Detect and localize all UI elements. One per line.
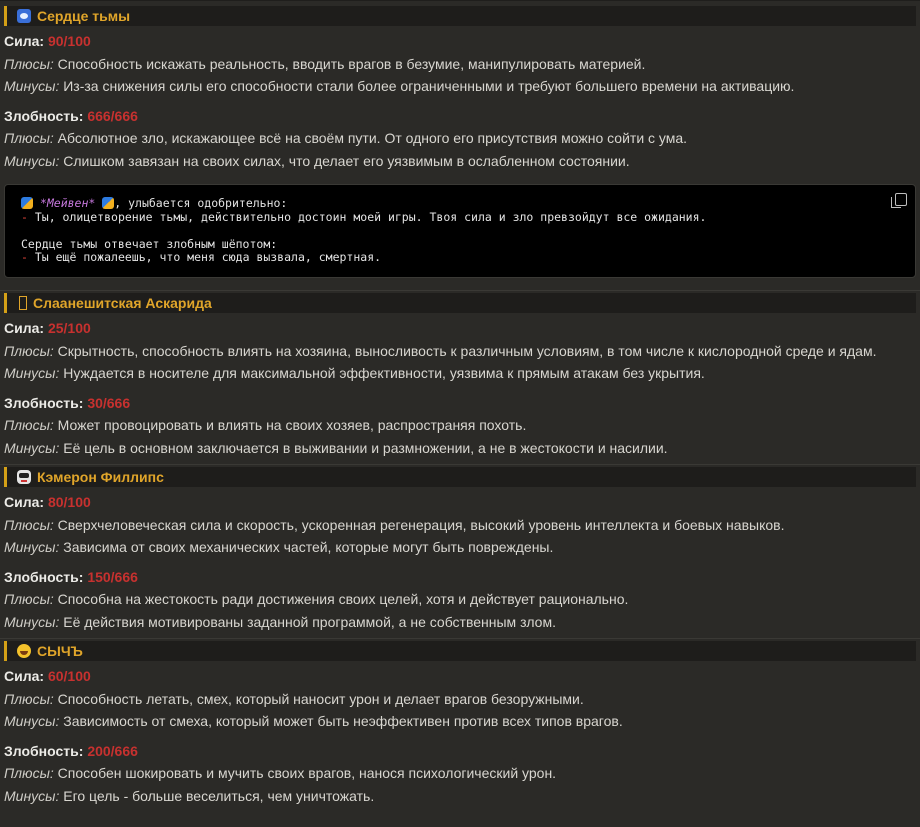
plus-label: Плюсы: (4, 690, 54, 707)
character-section (0, 293, 920, 459)
evil-plus-line (4, 762, 916, 785)
plus-label: Плюсы: (4, 417, 54, 433)
evil-minus-line (4, 611, 916, 634)
power-plus-line (4, 514, 916, 537)
plus-text: Абсолютное зло, искажающее всё на своём пути. От одного его присутствия можно сойти с ума. (57, 130, 688, 146)
minus-label: Минусы: (4, 787, 60, 804)
evil-minus-line (4, 150, 916, 173)
evil-plus-line (4, 414, 916, 437)
evil-value: 666/666 (87, 107, 138, 124)
power-line (4, 317, 916, 340)
evil-value: 150/666 (87, 568, 138, 585)
divider (0, 638, 920, 639)
minus-text: Его цель - больше веселиться, чем уничтожать. (63, 787, 375, 804)
divider (0, 290, 920, 291)
plus-text: Скрытность, способность влиять на хозяина, выносливость к различным условиям, в том числе к кислородной среде и ядам. (57, 342, 877, 359)
power-line (4, 30, 916, 53)
minus-text: Зависима от своих механических частей, которые могут быть повреждены. (63, 539, 554, 555)
character-section (0, 467, 920, 633)
code-text: Ты ещё пожалеешь, что меня сюда вызвала, смертная. (27, 250, 382, 264)
minus-text: Её действия мотивированы заданной программой, а не собственным злом. (63, 613, 556, 630)
minus-label: Минусы: (4, 365, 60, 381)
power-line (4, 491, 916, 514)
minus-label: Минусы: (4, 539, 60, 555)
power-plus-line (4, 688, 916, 711)
evil-label: Злобность: (4, 394, 84, 411)
character-section (0, 641, 920, 807)
power-label: Сила: (4, 668, 45, 684)
evil-label: Злобность: (4, 742, 84, 759)
code-text: Сердце тьмы отвечает злобным шёпотом: (21, 236, 278, 251)
power-value: 80/100 (47, 494, 91, 510)
code-line (21, 251, 899, 265)
mask-icon (102, 197, 114, 209)
evil-value: 30/666 (87, 394, 131, 411)
evil-minus-line (4, 785, 916, 808)
evil-minus-line (4, 437, 916, 460)
evil-value: 200/666 (87, 742, 138, 759)
robot-icon (17, 470, 31, 484)
minus-label: Минусы: (4, 439, 60, 456)
section-title: Слаанешитская Аскарида (33, 295, 212, 311)
minus-text: Из-за снижения силы его способности стали более ограниченными и требуют большего времени на активацию. (63, 78, 795, 94)
plus-text: Способен шокировать и мучить своих врагов, нанося психологический урон. (57, 765, 557, 781)
mask-icon (21, 197, 33, 209)
plus-label: Плюсы: (4, 765, 54, 781)
code-line (21, 211, 899, 225)
section-header (4, 641, 916, 661)
minus-label: Минусы: (4, 152, 60, 169)
power-plus-line (4, 53, 916, 76)
code-block (4, 184, 916, 278)
section-title: Кэмерон Филлипс (37, 469, 164, 485)
power-minus-line (4, 536, 916, 559)
code-text: Ты, олицетворение тьмы, действительно достоин моей игры. Твоя сила и зло превзойдут все ожидания. (27, 209, 707, 224)
evil-plus-line (4, 588, 916, 611)
power-label: Сила: (4, 320, 45, 336)
power-label: Сила: (4, 33, 45, 49)
evil-plus-line (4, 127, 916, 150)
power-line (4, 665, 916, 688)
code-text: , улыбается одобрительно: (114, 196, 288, 210)
plus-text: Может провоцировать и влиять на своих хозяев, распространяя похоть. (57, 417, 527, 433)
power-plus-line (4, 340, 916, 363)
plus-text: Способность искажать реальность, вводить врагов в безумие, манипулировать материей. (57, 55, 646, 72)
divider (0, 0, 920, 4)
evil-line (4, 105, 916, 128)
section-title: СЫЧЪ (37, 643, 83, 659)
plus-label: Плюсы: (4, 55, 54, 72)
minus-text: Зависимость от смеха, который может быть неэффективен против всех типов врагов. (63, 713, 623, 729)
plus-text: Способность летать, смех, который наносит урон и делает врагов безоружными. (57, 690, 584, 707)
section-header (4, 467, 916, 487)
minus-label: Минусы: (4, 78, 60, 94)
power-value: 25/100 (47, 320, 91, 336)
minus-label: Минусы: (4, 713, 60, 729)
speaker-name: *Мейвен* (39, 196, 96, 210)
plus-label: Плюсы: (4, 130, 54, 146)
dash-marker: - (21, 250, 28, 264)
box-icon (19, 296, 27, 310)
minus-text: Её цель в основном заключается в выживании и размножении, а не в жестокости и насилии. (63, 439, 668, 456)
power-value: 90/100 (47, 33, 91, 49)
smile-icon (17, 644, 31, 658)
power-value: 60/100 (47, 668, 91, 684)
evil-line (4, 740, 916, 763)
minus-text: Нуждается в носителе для максимальной эффективности, уязвима к прямым атакам без укрытия. (63, 365, 705, 381)
power-minus-line (4, 710, 916, 733)
power-label: Сила: (4, 494, 45, 510)
code-line (21, 197, 899, 211)
divider (0, 464, 920, 465)
evil-label: Злобность: (4, 107, 84, 124)
section-header (4, 6, 916, 26)
power-minus-line (4, 75, 916, 98)
minus-label: Минусы: (4, 613, 60, 630)
plus-label: Плюсы: (4, 516, 54, 533)
eye-icon (17, 9, 31, 23)
code-line (21, 238, 899, 252)
plus-text: Способна на жестокость ради достижения своих целей, хотя и действует рационально. (57, 591, 629, 607)
section-title: Сердце тьмы (37, 8, 131, 24)
minus-text: Слишком завязан на своих силах, что делает его уязвимым в ослабленном состоянии. (63, 152, 630, 169)
evil-label: Злобность: (4, 568, 84, 585)
copy-icon[interactable] (895, 193, 907, 206)
plus-text: Сверхчеловеческая сила и скорость, ускоренная регенерация, высокий уровень интеллекта и боевых навыков. (57, 516, 785, 533)
evil-line (4, 566, 916, 589)
power-minus-line (4, 362, 916, 385)
plus-label: Плюсы: (4, 591, 54, 607)
dash-marker: - (21, 209, 28, 224)
plus-label: Плюсы: (4, 342, 54, 359)
character-section (0, 6, 920, 278)
evil-line (4, 392, 916, 415)
section-header (4, 293, 916, 313)
